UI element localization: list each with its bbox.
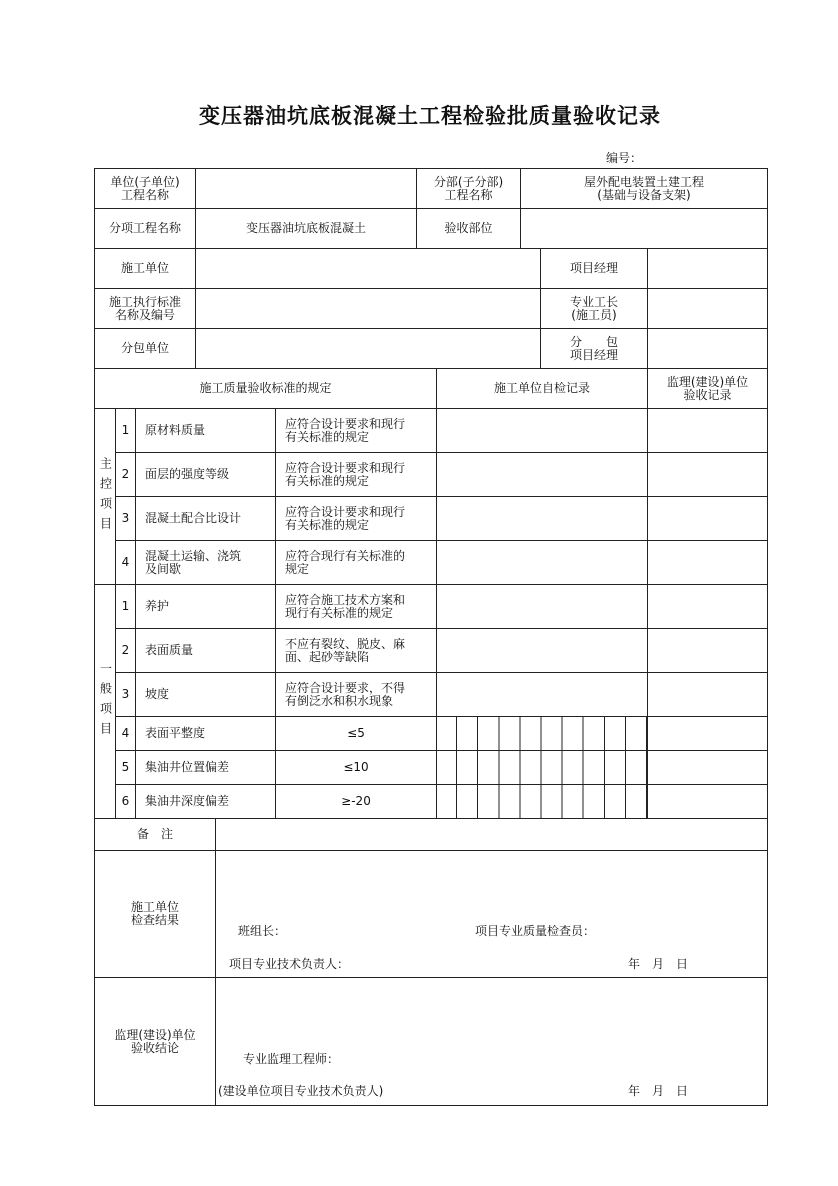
owner-tech-lead-label: (建设单位项目专业技术负责人) — [218, 1084, 384, 1098]
item-requirement: 应符合设计要求和现行 有关标准的规定 — [275, 452, 437, 497]
item-name: 表面平整度 — [135, 716, 276, 751]
supervision-cell[interactable] — [647, 408, 768, 453]
item-requirement: 不应有裂纹、脱皮、麻 面、起砂等缺陷 — [275, 628, 437, 673]
unit-label: 单位(子单位) 工程名称 — [94, 168, 196, 209]
supervision-cell[interactable] — [647, 584, 768, 629]
date-label: 年 月 日 — [628, 1084, 689, 1098]
standard-label: 施工执行标准 名称及编号 — [94, 288, 196, 329]
engineer-label: 专业监理工程师： — [243, 1052, 340, 1066]
division-value[interactable]: 屋外配电装置土建工程 (基础与设备支架) — [520, 168, 768, 209]
supervision-check-label: 监理(建设)单位 验收结论 — [94, 977, 216, 1106]
standard-value[interactable] — [195, 288, 541, 329]
self-check-cell[interactable] — [436, 540, 648, 585]
part-label: 验收部位 — [416, 208, 521, 249]
item-requirement: 应符合设计要求，不得 有倒泛水和积水现象 — [275, 672, 437, 717]
foreman-value[interactable] — [647, 288, 768, 329]
self-check-cell[interactable] — [436, 672, 648, 717]
unit-value[interactable] — [195, 168, 417, 209]
item-no: 1 — [115, 408, 136, 453]
pm-label: 项目经理 — [540, 248, 648, 289]
item-requirement: 应符合设计要求和现行 有关标准的规定 — [275, 408, 437, 453]
tech-lead-label: 项目专业技术负责人： — [229, 957, 350, 971]
item-no: 4 — [115, 716, 136, 751]
remarks-label: 备 注 — [94, 818, 216, 851]
supervision-cell[interactable] — [647, 496, 768, 541]
contractor-check-label: 施工单位 检查结果 — [94, 850, 216, 978]
col-supervision: 监理(建设)单位 验收记录 — [647, 368, 768, 409]
supervision-cell[interactable] — [647, 784, 768, 819]
item-no: 3 — [115, 672, 136, 717]
item-name: 集油井位置偏差 — [135, 750, 276, 785]
item-name: 表面质量 — [135, 628, 276, 673]
col-self-check: 施工单位自检记录 — [436, 368, 648, 409]
sub-label: 分包单位 — [94, 328, 196, 369]
item-no: 4 — [115, 540, 136, 585]
subitem-label: 分项工程名称 — [94, 208, 196, 249]
sub-pm-label: 分 包 项目经理 — [540, 328, 648, 369]
item-requirement: ≥-20 — [275, 784, 437, 819]
supervision-cell[interactable] — [647, 672, 768, 717]
team-leader-label: 班组长： — [238, 924, 287, 938]
item-no: 3 — [115, 496, 136, 541]
division-label: 分部(子分部) 工程名称 — [416, 168, 521, 209]
item-no: 6 — [115, 784, 136, 819]
item-name: 原材料质量 — [135, 408, 276, 453]
item-name: 混凝土运输、浇筑 及间歇 — [135, 540, 276, 585]
supervision-cell[interactable] — [647, 716, 768, 751]
sub-pm-value[interactable] — [647, 328, 768, 369]
subitem-value[interactable]: 变压器油坑底板混凝土 — [195, 208, 417, 249]
col-standard: 施工质量验收标准的规定 — [94, 368, 437, 409]
measurement-grid — [436, 716, 648, 819]
item-name: 坡度 — [135, 672, 276, 717]
item-name: 养护 — [135, 584, 276, 629]
item-no: 1 — [115, 584, 136, 629]
contractor-value[interactable] — [195, 248, 541, 289]
self-check-cell[interactable] — [436, 452, 648, 497]
general-group-label: 一般项目 — [94, 584, 116, 819]
date-label: 年 月 日 — [628, 957, 689, 971]
self-check-cell[interactable] — [436, 496, 648, 541]
contractor-label: 施工单位 — [94, 248, 196, 289]
main-group-label: 主控项目 — [94, 408, 116, 585]
pm-value[interactable] — [647, 248, 768, 289]
supervision-cell[interactable] — [647, 452, 768, 497]
supervision-cell[interactable] — [647, 628, 768, 673]
supervision-cell[interactable] — [647, 750, 768, 785]
self-check-cell[interactable] — [436, 408, 648, 453]
part-value[interactable] — [520, 208, 768, 249]
item-no: 2 — [115, 452, 136, 497]
item-name: 集油井深度偏差 — [135, 784, 276, 819]
item-name: 面层的强度等级 — [135, 452, 276, 497]
self-check-cell[interactable] — [436, 584, 648, 629]
item-requirement: 应符合设计要求和现行 有关标准的规定 — [275, 496, 437, 541]
qc-inspector-label: 项目专业质量检查员： — [475, 924, 596, 938]
item-no: 2 — [115, 628, 136, 673]
item-name: 混凝土配合比设计 — [135, 496, 276, 541]
item-requirement: ≤5 — [275, 716, 437, 751]
item-requirement: 应符合现行有关标准的 规定 — [275, 540, 437, 585]
foreman-label: 专业工长 (施工员) — [540, 288, 648, 329]
sub-value[interactable] — [195, 328, 541, 369]
page-title: 变压器油坑底板混凝土工程检验批质量验收记录 — [199, 104, 661, 128]
supervision-cell[interactable] — [647, 540, 768, 585]
item-requirement: 应符合施工技术方案和 现行有关标准的规定 — [275, 584, 437, 629]
code-label: 编号： — [606, 151, 643, 165]
item-requirement: ≤10 — [275, 750, 437, 785]
remarks-value[interactable] — [215, 818, 768, 851]
self-check-cell[interactable] — [436, 628, 648, 673]
item-no: 5 — [115, 750, 136, 785]
